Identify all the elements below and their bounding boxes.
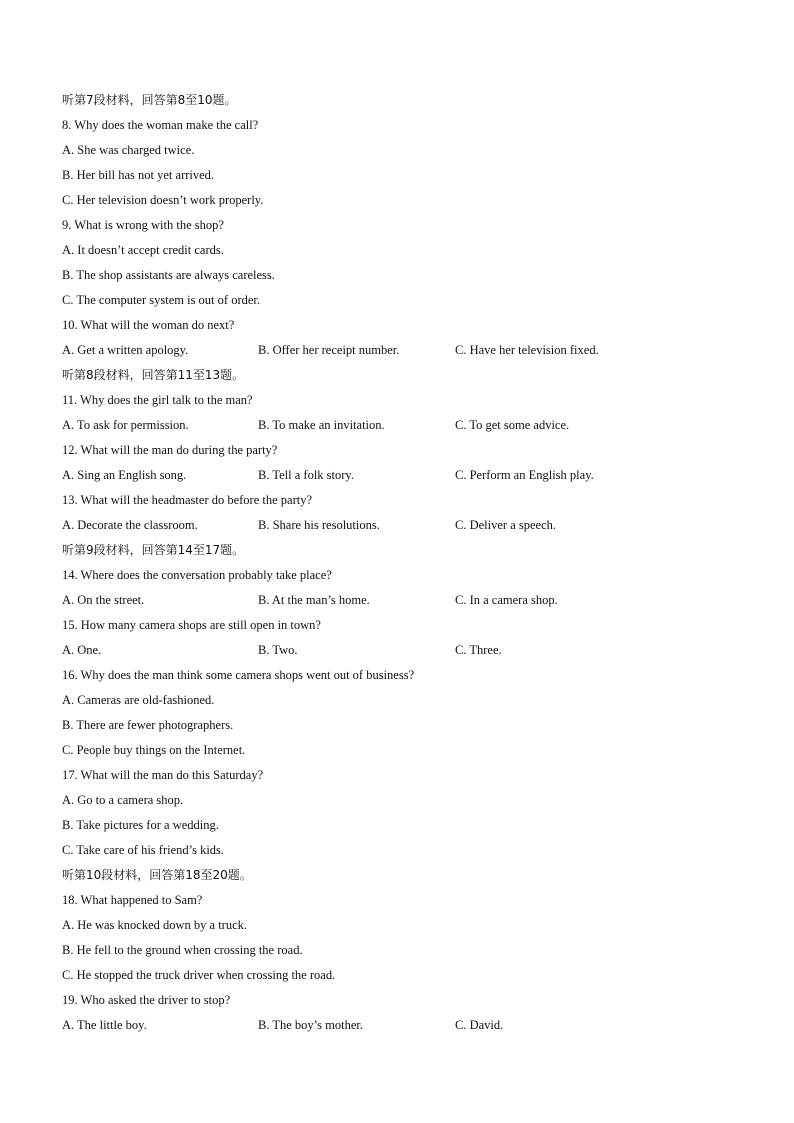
section-heading: 听第9段材料，回答第14至17题。 [62,543,245,557]
option-row [62,415,752,440]
answer-option: B. To make an invitation. [258,418,385,432]
answer-option: A. Decorate the classroom. [62,518,198,532]
answer-option: A. Go to a camera shop. [62,793,184,807]
answer-option: A. She was charged twice. [62,143,195,157]
answer-option: C. Three. [455,643,502,657]
question-text: 15. How many camera shops are still open in town? [62,618,321,632]
question-text: 12. What will the man do during the party? [62,443,278,457]
question-text: 8. Why does the woman make the call? [62,118,259,132]
answer-option: C. The computer system is out of order. [62,293,261,307]
option-row [62,515,752,540]
answer-option: C. Perform an English play. [455,468,594,482]
option-row [62,1015,752,1040]
question-list [62,90,752,1040]
answer-option: C. People buy things on the Internet. [62,743,246,757]
answer-option: C. To get some advice. [455,418,570,432]
answer-option: C. In a camera shop. [455,593,558,607]
answer-option: A. Cameras are old-fashioned. [62,693,215,707]
answer-option: B. Two. [258,643,298,657]
answer-option: B. He fell to the ground when crossing the road. [62,943,303,957]
option-row [62,640,752,665]
answer-option: C. Have her television fixed. [455,343,599,357]
answer-option: A. It doesn’t accept credit cards. [62,243,224,257]
answer-option: B. At the man’s home. [258,593,370,607]
option-row [62,340,752,365]
answer-option: A. Sing an English song. [62,468,187,482]
section-heading: 听第7段材料，回答第8至10题。 [62,93,237,107]
answer-option: B. There are fewer photographers. [62,718,234,732]
question-text: 17. What will the man do this Saturday? [62,768,264,782]
option-row [62,590,752,615]
answer-option: A. The little boy. [62,1018,147,1032]
question-text: 18. What happened to Sam? [62,893,203,907]
answer-option: C. He stopped the truck driver when crossing the road. [62,968,336,982]
answer-option: B. Share his resolutions. [258,518,380,532]
question-text: 14. Where does the conversation probably take place? [62,568,332,582]
answer-option: A. To ask for permission. [62,418,189,432]
option-row [62,465,752,490]
question-text: 16. Why does the man think some camera shops went out of business? [62,668,415,682]
question-text: 13. What will the headmaster do before the party? [62,493,313,507]
answer-option: B. Her bill has not yet arrived. [62,168,215,182]
answer-option: A. Get a written apology. [62,343,189,357]
answer-option: A. He was knocked down by a truck. [62,918,248,932]
answer-option: C. David. [455,1018,504,1032]
answer-option: B. Tell a folk story. [258,468,354,482]
answer-option: A. One. [62,643,102,657]
question-text: 10. What will the woman do next? [62,318,235,332]
question-text: 9. What is wrong with the shop? [62,218,224,232]
question-text: 11. Why does the girl talk to the man? [62,393,253,407]
answer-option: B. Take pictures for a wedding. [62,818,219,832]
answer-option: A. On the street. [62,593,145,607]
answer-option: C. Deliver a speech. [455,518,557,532]
answer-option: C. Take care of his friend’s kids. [62,843,225,857]
answer-option: B. Offer her receipt number. [258,343,400,357]
answer-option: B. The shop assistants are always careless. [62,268,275,282]
section-heading: 听第8段材料，回答第11至13题。 [62,368,245,382]
answer-option: B. The boy’s mother. [258,1018,363,1032]
question-text: 19. Who asked the driver to stop? [62,993,231,1007]
section-heading: 听第10段材料，回答第18至20题。 [62,868,252,882]
answer-option: C. Her television doesn’t work properly. [62,193,264,207]
